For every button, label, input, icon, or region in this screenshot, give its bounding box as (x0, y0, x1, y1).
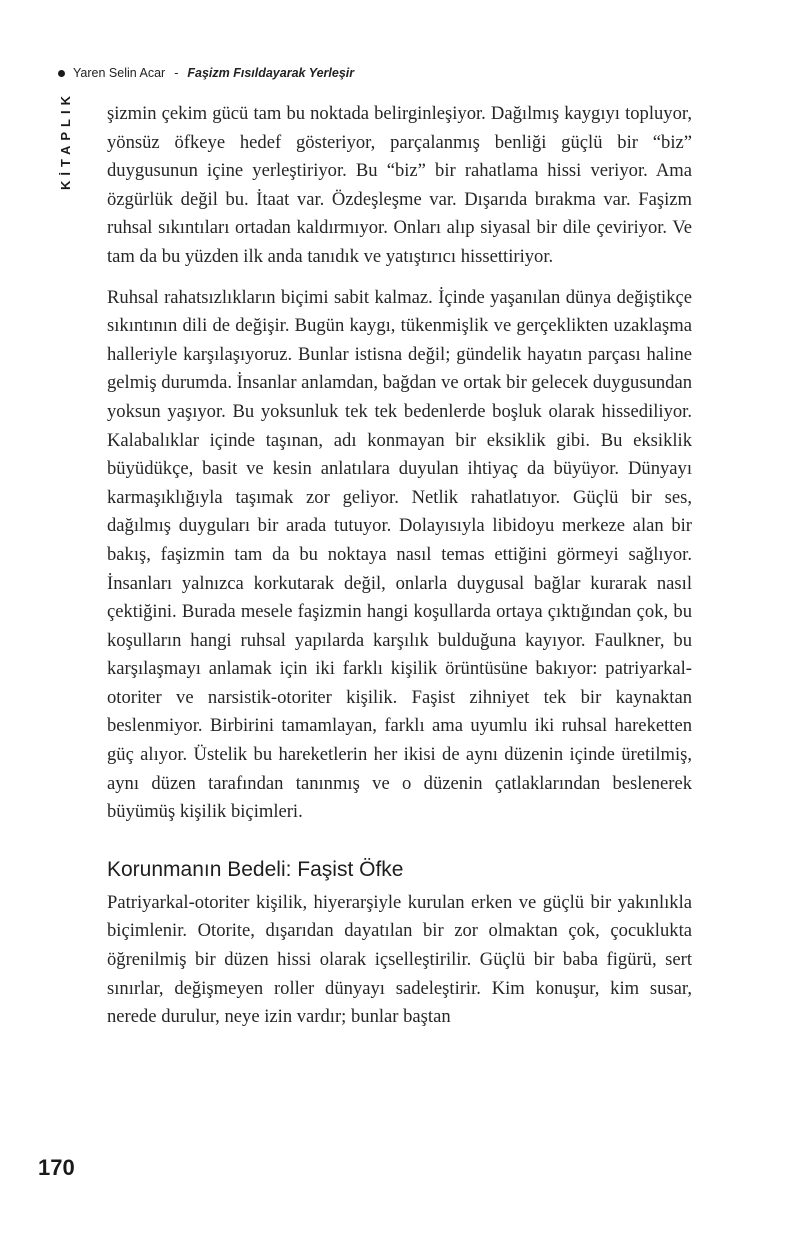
running-head-separator: - (174, 66, 179, 80)
running-head-author: Yaren Selin Acar (73, 66, 166, 80)
page-body (107, 100, 692, 1032)
page-number: 170 (38, 1155, 75, 1180)
side-label (56, 90, 74, 190)
side-label-text: KİTAPLIK (57, 90, 73, 190)
paragraph-2: Ruhsal rahatsızlıkların biçimi sabit kalmaz. İçinde yaşanılan dünya değiştikçe sıkıntının dili de değişir. Bugün kaygı, tükenmişlik ve gerçeklikten uzaklaşma halleriyle karşılaşıyoruz. Bunlar istisna değil; gündelik hayatın parçası haline gelmiş durumda. İnsanlar anlamdan, bağdan ve ortak bir gelecek duygusundan yoksun yaşıyor. Bu yoksunluk tek tek bedenlerde boşluk olarak hissediliyor. Kalabalıklar içinde taşınan, adı konmayan bir eksiklik gibi. Bu eksiklik büyüdükçe, basit ve kesin anlatılara duyulan ihtiyaç da büyüyor. Dünyayı karmaşıklığıyla taşımak zor geliyor. Netlik rahatlatıyor. Güçlü bir ses, dağılmış duyguları bir arada tutuyor. Dolayısıyla libidoyu merkeze alan bir bakış, faşizmin tam da bu noktaya nasıl temas ettiğini görmeyi sağlıyor. İnsanları yalnızca korkutarak değil, onlarla duygusal bağlar kurarak nasıl çektiğini. Burada mesele faşizmin hangi koşullarda ortaya çıktığından çok, bu koşulların hangi ruhsal yapılarda karşılık bulduğuna kayıyor. Faulkner, bu karşılaşmayı anlamak için iki farklı kişilik örüntüsüne bakıyor: patriyarkal- otoriter ve narsistik-otoriter kişilik. Faşist zihniyet tek bir kaynaktan beslenmiyor. Birbirini tamamlayan, farklı ama uyumlu iki ruhsal hareketten güç alıyor. Üstelik bu hareketlerin her ikisi de aynı düzenin içinde üretilmiş, aynı düzen tarafından tanınmış ve o düzenin çatlaklarından beslenerek büyümüş kişilik biçimleri. (107, 286, 693, 823)
paragraph-1: şizmin çekim gücü tam bu noktada belirginleşiyor. Dağılmış kaygıyı topluyor, yönsüz öfkeye hedef gösteriyor, parçalanmış benliği güçlü bir “biz” duygusunun içine yerleştiriyor. Bu “biz” bir rahatlama hissi veriyor. Ama özgürlük değil bu. İtaat var. Özdeşleşme var. Dışarıda bırakma var. Faşizm ruhsal sıkıntıları ortadan kaldırmıyor. Onları alıp siyasal bir dile çeviriyor. Ve tam da bu yüzden ilk anda tanıdık ve yatıştırıcı hissettiriyor. (107, 103, 692, 267)
section-paragraph: Patriyarkal-otoriter kişilik, hiyerarşiyle kurulan erken ve güçlü bir yakınlıkla biçimlenir. Otorite, dışarıdan dayatılan bir zor olmaktan çok, çocuklukta öğrenilmiş bir düzen hissi olarak içselleştirilir. Güçlü bir baba figürü, sert sınırlar, değişmeyen roller dünyayı sadeleştirir. Kim konuşur, kim susar, nerede durulur, neye izin vardır; bunlar baştan (107, 891, 692, 1028)
running-head (58, 62, 354, 84)
section-heading: Korunmanın Bedeli: Faşist Öfke (107, 857, 404, 881)
running-head-title: Faşizm Fısıldayarak Yerleşir (187, 66, 355, 80)
bullet-dot-icon (58, 70, 65, 77)
